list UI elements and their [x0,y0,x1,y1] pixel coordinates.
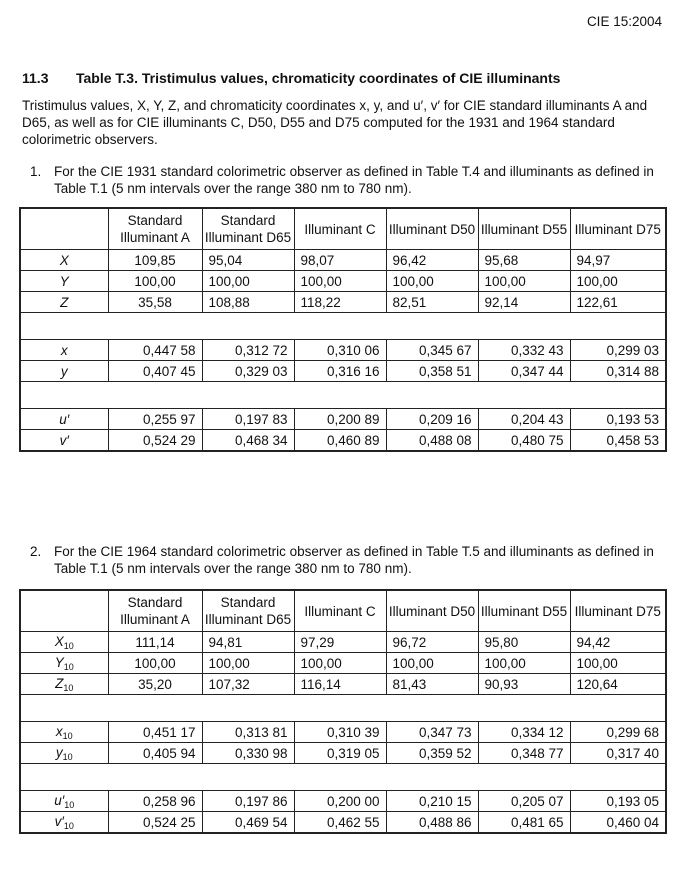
table-cell: 0,347 44 [478,361,570,382]
row-label-subscript: 10 [63,820,74,831]
table-cell: 0,524 29 [108,430,202,452]
table-cell: 0,313 81 [202,722,294,743]
table-cell: 0,458 53 [570,430,666,452]
table-cell: 0,460 04 [570,812,666,834]
row-label-symbol: y [55,744,63,760]
table-cell: 92,14 [478,292,570,313]
row-label [20,409,108,430]
table-row [20,812,666,834]
list-number: 1. [30,164,42,179]
row-label [20,271,108,292]
row-label-symbol: v′ [59,432,69,448]
table-cell: 97,29 [294,632,386,653]
table-cell: 109,85 [108,250,202,271]
table-cell: 94,42 [570,632,666,653]
table-cell: 100,00 [570,271,666,292]
column-header: Illuminant D50 [386,208,478,250]
row-label-symbol: X [54,633,64,649]
table-cell: 0,310 06 [294,340,386,361]
row-label-subscript: 10 [63,682,74,693]
list-text: For the CIE 1964 standard colorimetric observer as defined in Table T.5 and illuminants as defined in Table T.1 (5 nm intervals over the range 380 nm to 780 nm). [54,544,654,576]
table-row [20,722,666,743]
column-header: Illuminant C [294,590,386,632]
row-label-symbol: x [60,342,68,358]
table-row [20,409,666,430]
table-cell: 0,312 72 [202,340,294,361]
table-cell: 118,22 [294,292,386,313]
table-cell: 0,255 97 [108,409,202,430]
table-cell: 0,460 89 [294,430,386,452]
separator-cell [20,764,666,791]
column-header: Illuminant C [294,208,386,250]
intro-paragraph: Tristimulus values, X, Y, Z, and chromaticity coordinates x, y, and u′, v′ for CIE standard illuminants A and D65, as well as for CIE illuminants C, D50, D55 and D75 computed for the 1931 and 1964 standard colorimetric observers. [22,98,648,147]
table-row [20,271,666,292]
table-cell: 94,81 [202,632,294,653]
table-cell: 95,04 [202,250,294,271]
table-cell: 0,210 15 [386,791,478,812]
table-cell: 0,469 54 [202,812,294,834]
table-cell: 0,447 58 [108,340,202,361]
table-cell: 98,07 [294,250,386,271]
separator-cell [20,695,666,722]
row-label-symbol: u′ [59,411,70,427]
column-header: Standard Illuminant A [108,590,202,632]
table-cell: 116,14 [294,674,386,695]
section-title: Table T.3. Tristimulus values, chromaticity coordinates of CIE illuminants [76,70,561,86]
table-row [20,250,666,271]
table-cell: 0,332 43 [478,340,570,361]
table-cell: 100,00 [294,271,386,292]
table-cell: 100,00 [386,271,478,292]
column-header: Illuminant D55 [478,208,570,250]
table-cell: 0,481 65 [478,812,570,834]
table-cell: 35,58 [108,292,202,313]
table-cell: 94,97 [570,250,666,271]
row-label [20,250,108,271]
table-row [20,430,666,452]
table-cell: 120,64 [570,674,666,695]
row-label-symbol: Z [55,675,64,691]
table-cell: 100,00 [202,271,294,292]
row-label-symbol: Y [59,273,69,289]
table-cell: 0,193 05 [570,791,666,812]
row-label [20,430,108,452]
table-cell: 0,314 88 [570,361,666,382]
row-label-symbol: y [60,363,68,379]
table-cie1964 [19,589,667,834]
table-row [20,791,666,812]
table-cell: 0,204 43 [478,409,570,430]
row-label-symbol: Z [60,294,69,310]
table-cell: 0,488 86 [386,812,478,834]
row-label [20,653,108,674]
table-cell: 0,329 03 [202,361,294,382]
table-cell: 108,88 [202,292,294,313]
row-label-subscript: 10 [62,751,73,762]
table-cell: 0,451 17 [108,722,202,743]
row-label [20,791,108,812]
row-label-symbol: u′ [54,792,65,808]
column-header: Illuminant D55 [478,590,570,632]
table-cell: 0,299 68 [570,722,666,743]
table-cell: 100,00 [570,653,666,674]
separator-row [20,695,666,722]
table-cell: 0,299 03 [570,340,666,361]
table-cell: 0,310 39 [294,722,386,743]
table-row [20,653,666,674]
table-cell: 0,200 89 [294,409,386,430]
table1-body [20,208,666,451]
list-item-1931 [30,163,660,197]
table-cell: 100,00 [478,271,570,292]
row-label [20,722,108,743]
table-cell: 0,197 83 [202,409,294,430]
table-cell: 100,00 [202,653,294,674]
row-label-symbol: Y [54,654,64,670]
table-cell: 0,197 86 [202,791,294,812]
row-label-subscript: 10 [64,799,75,810]
table-cell: 0,193 53 [570,409,666,430]
table-row [20,361,666,382]
row-label-subscript: 10 [63,661,74,672]
separator-row [20,313,666,340]
row-label [20,340,108,361]
table-cell: 0,407 45 [108,361,202,382]
column-header: Illuminant D75 [570,590,666,632]
column-header: Illuminant D50 [386,590,478,632]
row-label [20,361,108,382]
table-row [20,674,666,695]
column-header: Standard Illuminant D65 [202,208,294,250]
table-row [20,340,666,361]
row-label-symbol: X [59,252,69,268]
table-row [20,292,666,313]
column-header: Illuminant D75 [570,208,666,250]
table-cell: 0,317 40 [570,743,666,764]
row-label-subscript: 10 [63,640,74,651]
row-label-symbol: v′ [54,813,64,829]
table-cie1931 [19,207,667,452]
table-cell: 0,358 51 [386,361,478,382]
table-cell: 0,405 94 [108,743,202,764]
table-cell: 0,334 12 [478,722,570,743]
table-cell: 95,80 [478,632,570,653]
list-item-1964 [30,543,660,577]
list-text: For the CIE 1931 standard colorimetric observer as defined in Table T.4 and illuminants as defined in Table T.1 (5 nm intervals over the range 380 nm to 780 nm). [54,164,654,196]
list-number: 2. [30,544,42,559]
header-row [20,590,666,632]
table-cell: 100,00 [294,653,386,674]
table-cell: 100,00 [478,653,570,674]
column-header: Standard Illuminant D65 [202,590,294,632]
document-reference: CIE 15:2004 [586,14,662,29]
section-number: 11.3 [22,70,49,86]
section-heading [22,70,560,86]
table-cell: 0,200 00 [294,791,386,812]
table-cell: 0,205 07 [478,791,570,812]
table-cell: 0,348 77 [478,743,570,764]
table-cell: 100,00 [108,271,202,292]
table-cell: 0,488 08 [386,430,478,452]
table-cell: 0,316 16 [294,361,386,382]
table-cell: 35,20 [108,674,202,695]
header-row [20,208,666,250]
table-cell: 0,359 52 [386,743,478,764]
table-cell: 81,43 [386,674,478,695]
table-cell: 96,42 [386,250,478,271]
table-cell: 111,14 [108,632,202,653]
table-cell: 90,93 [478,674,570,695]
table-cell: 0,524 25 [108,812,202,834]
separator-row [20,764,666,791]
table-cell: 107,32 [202,674,294,695]
table-cell: 0,468 34 [202,430,294,452]
row-label [20,743,108,764]
table-row [20,632,666,653]
table-cell: 0,347 73 [386,722,478,743]
table-cell: 0,330 98 [202,743,294,764]
header-corner-cell [20,208,108,250]
column-header: Standard Illuminant A [108,208,202,250]
table-cell: 0,462 55 [294,812,386,834]
table-cell: 100,00 [386,653,478,674]
header-corner-cell [20,590,108,632]
table-cell: 122,61 [570,292,666,313]
table-cell: 0,480 75 [478,430,570,452]
table-cell: 82,51 [386,292,478,313]
row-label [20,674,108,695]
table-cell: 96,72 [386,632,478,653]
row-label [20,632,108,653]
separator-cell [20,313,666,340]
row-label-symbol: x [55,723,63,739]
row-label [20,812,108,834]
row-label [20,292,108,313]
table-cell: 0,209 16 [386,409,478,430]
table-cell: 0,345 67 [386,340,478,361]
table-row [20,743,666,764]
separator-row [20,382,666,409]
table-cell: 95,68 [478,250,570,271]
table-cell: 0,258 96 [108,791,202,812]
table2-body [20,590,666,833]
table-cell: 0,319 05 [294,743,386,764]
separator-cell [20,382,666,409]
table-cell: 100,00 [108,653,202,674]
row-label-subscript: 10 [62,730,73,741]
